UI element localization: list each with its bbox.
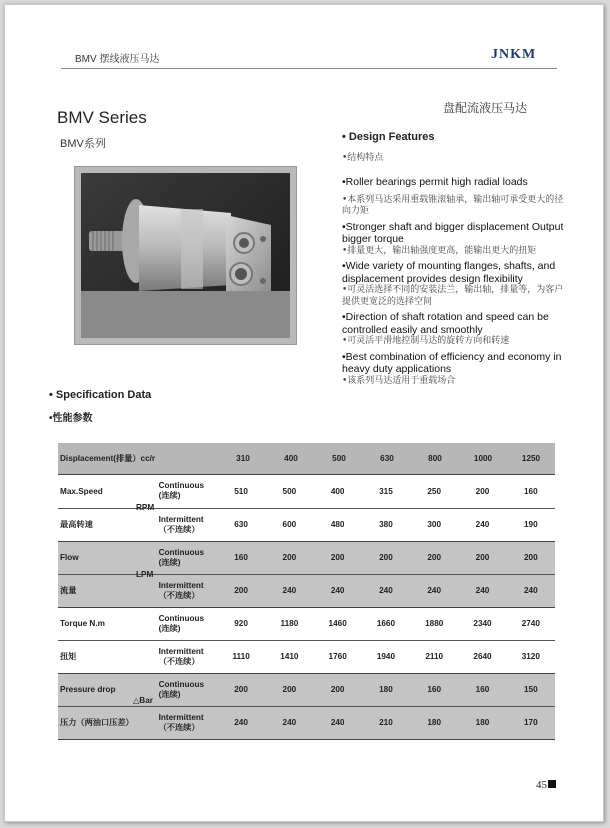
- table-cell: 200: [265, 673, 313, 706]
- table-cell: 180: [362, 673, 410, 706]
- row-sub-label: Intermittent （不连续）: [157, 508, 217, 541]
- table-cell: 400: [330, 486, 345, 496]
- table-cell: 500: [315, 443, 363, 474]
- table-cell: 240: [458, 508, 506, 541]
- design-features: [342, 131, 567, 390]
- table-cell: 240: [314, 574, 362, 607]
- displacement-label: Displacement(排量）cc/r: [58, 443, 159, 474]
- table-cell: 315: [379, 486, 393, 496]
- feature-en: •Best combination of efficiency and economy in heavy duty applications: [342, 350, 562, 375]
- table-cell: 200: [314, 541, 362, 574]
- specification-heading: • Specification Data: [49, 389, 152, 401]
- table-cell: 160: [410, 673, 458, 706]
- table-cell: 200: [217, 574, 265, 607]
- table-cell: 1110: [217, 640, 265, 673]
- row-sub-label: Intermittent （不连续）: [157, 574, 217, 607]
- header-product-line: BMV 摆线液压马达: [75, 54, 160, 65]
- table-cell: 300: [410, 508, 458, 541]
- table-cell: 200: [314, 673, 362, 706]
- design-features-heading-cn: •结构特点: [342, 153, 384, 163]
- feature-cn: •可灵活平滑地控制马达的旋转方向和转速: [342, 336, 510, 346]
- page-number-square: [548, 780, 556, 788]
- table-cell: 240: [217, 706, 265, 739]
- table-cell: 310: [219, 443, 267, 474]
- specification-heading-cn: •性能参数: [49, 413, 93, 424]
- table-cell: 1660: [376, 619, 396, 628]
- design-features-heading: • Design Features: [342, 131, 435, 143]
- table-cell: 240: [458, 574, 506, 607]
- table-cell: 510: [234, 486, 248, 496]
- row-label: Pressure drop: [58, 673, 157, 706]
- feature-en: •Roller bearings permit high radial loads: [342, 176, 528, 188]
- table-cell: 3120: [507, 640, 555, 673]
- table-cell: 2740: [521, 619, 540, 628]
- row-sub-label: Intermittent （不连续）: [157, 640, 217, 673]
- table-row: [58, 541, 555, 574]
- feature-cn: •可灵活选择不同的安装法兰，输出轴，排量等，为客户提供更宽泛的选择空间: [342, 285, 564, 307]
- page-number-text: 45: [536, 779, 547, 791]
- header-divider: [61, 68, 557, 69]
- table-cell: 380: [362, 508, 410, 541]
- table-cell: 180: [410, 706, 458, 739]
- page-number: [536, 779, 556, 791]
- table-cell: 200: [475, 486, 490, 496]
- row-label: 扭矩: [58, 640, 157, 673]
- feature-cn: •该系列马达适用于重载场合: [342, 375, 456, 386]
- table-cell: 2640: [458, 640, 506, 673]
- table-row: [58, 607, 555, 640]
- table-row: [58, 475, 555, 508]
- table-cell: 170: [507, 706, 555, 739]
- table-cell: 1250: [507, 443, 555, 474]
- table-cell: 200: [458, 541, 506, 574]
- table-cell: 240: [362, 574, 410, 607]
- table-cell: 800: [411, 443, 459, 474]
- table-cell: 240: [410, 574, 458, 607]
- table-cell: 1180: [280, 619, 299, 628]
- table-row: [58, 574, 555, 607]
- unit-lpm: LPM: [136, 570, 154, 579]
- document-page: [4, 4, 604, 822]
- series-title: BMV Series: [57, 108, 147, 127]
- specification-table: [58, 443, 555, 475]
- table-cell: 210: [362, 706, 410, 739]
- table-cell: 240: [265, 574, 313, 607]
- table-cell: 200: [362, 541, 410, 574]
- table-cell: 1000: [459, 443, 507, 474]
- brand-logo: JNKM: [491, 47, 537, 62]
- motor-product-photo: [81, 173, 290, 338]
- series-subtitle: BMV系列: [60, 138, 106, 150]
- table-cell: 150: [507, 673, 555, 706]
- row-label: Flow: [58, 541, 157, 574]
- table-cell: 400: [267, 443, 315, 474]
- table-cell: 160: [523, 486, 538, 496]
- table-cell: 920: [234, 619, 248, 628]
- table-cell: 1410: [265, 640, 313, 673]
- table-cell: 250: [427, 486, 442, 496]
- chinese-product-title: 盘配流液压马达: [443, 101, 528, 115]
- product-photo-frame: [74, 166, 297, 345]
- table-cell: 1880: [425, 619, 444, 628]
- row-sub-label: Continuous (连续): [158, 481, 205, 501]
- table-cell: 1940: [362, 640, 410, 673]
- table-cell: 480: [314, 508, 362, 541]
- motor-illustration: [81, 173, 290, 338]
- table-cell: 240: [265, 706, 313, 739]
- table-cell: 630: [217, 508, 265, 541]
- feature-cn: •排量更大，输出轴强度更高，能输出更大的扭矩: [342, 245, 537, 256]
- table-cell: 200: [265, 541, 313, 574]
- table-row: [58, 508, 555, 541]
- table-cell: 180: [458, 706, 506, 739]
- table-row: [58, 706, 555, 739]
- table-cell: 200: [217, 673, 265, 706]
- row-label: Torque N.m: [60, 619, 105, 628]
- table-cell: 240: [314, 706, 362, 739]
- table-cell: 1460: [328, 619, 347, 628]
- table-cell: 500: [282, 486, 297, 496]
- row-label: 压力（两油口压差）: [58, 706, 157, 739]
- row-sub-label: Continuous (连续): [158, 613, 205, 633]
- table-cell: 630: [363, 443, 411, 474]
- table-cell: 2110: [410, 640, 458, 673]
- feature-en: •Direction of shaft rotation and speed can be controlled easily and smoothly: [342, 311, 549, 336]
- table-cell: 600: [265, 508, 313, 541]
- table-cell: 2340: [473, 619, 492, 628]
- row-label: 流量: [58, 574, 157, 607]
- table-row: [58, 640, 555, 673]
- table-cell: 190: [507, 508, 555, 541]
- table-cell: 1760: [314, 640, 362, 673]
- row-label: Max.Speed: [60, 486, 103, 496]
- feature-en: •Stronger shaft and bigger displacement Output bigger torque: [342, 220, 564, 245]
- row-sub-label: Intermittent （不连续）: [157, 706, 217, 739]
- table-cell: 200: [507, 541, 555, 574]
- row-label: 最高转速: [58, 508, 157, 541]
- table-cell: 160: [217, 541, 265, 574]
- table-cell: 240: [507, 574, 555, 607]
- table-cell: 160: [458, 673, 506, 706]
- row-sub-label: Continuous (连续): [157, 541, 217, 574]
- feature-cn: •本系列马达采用重载锥滚轴承，输出轴可承受更大的径向力矩: [342, 194, 564, 216]
- row-sub-label: Continuous (连续): [157, 673, 217, 706]
- feature-en: •Wide variety of mounting flanges, shafts, and displacement provides design flexibility: [342, 260, 556, 285]
- unit-rpm: RPM: [136, 503, 155, 512]
- table-row-displacement: [58, 443, 555, 474]
- unit-bar: △Bar: [133, 696, 153, 705]
- table-cell: 200: [410, 541, 458, 574]
